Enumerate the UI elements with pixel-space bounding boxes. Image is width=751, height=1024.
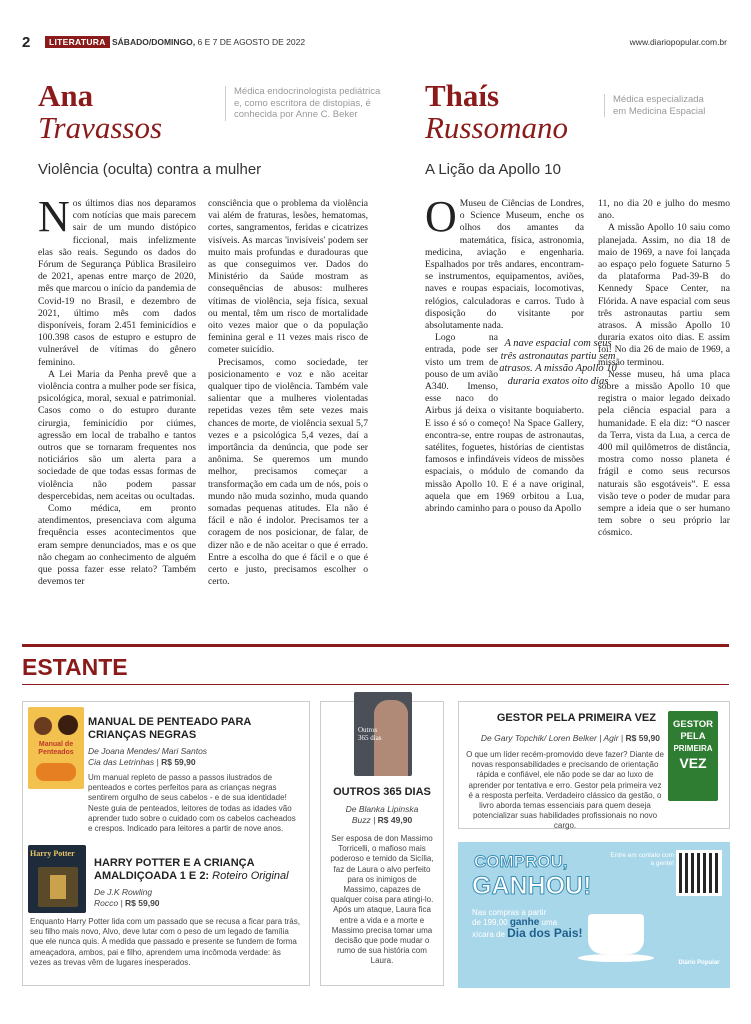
book-cover-penteado: Manual de Penteados xyxy=(28,707,84,789)
book-authors: De Blanka Lipinska xyxy=(345,804,419,814)
article-col-1: Nos últimos dias nos deparamos com notícias que mais parecem sair de um mundo distópico ficcional, mais infelizmente elas são reais. Segundo os dados do Fórum de Segurança Pública Brasileiro de 2021, apenas entre março de 2020, mês que marcou o início da pandemia de Covid-19 no Brasil, e dezembro de 2021, último mês com dados disponíveis, foram 2.451 feminicídios e 100.398 casos de estupro e estupro de vulnerável de vítimas do gênero feminino. A Lei Maria da Penha prevê que a violência contra a mulher pode ser física, psicológica, moral, sexual e patrimonial. Casos como o do estupro durante cirurgia, feminicídio por ciúmes, agressão em local de trabalho e tantos outros que se tornaram frequentes nos noticiários são um alerta para a sociedade de que todas essas formas de violência não podem passar despercebidas, nem aceitas ou ocultadas. Como médica, em pronto atendimentos, presenciava com alguma frequência esses acontecimentos que eram sempre denunciados, mas e os que não chegam ao conhecimento de alguém que possa fazer esse relato? Também devemos ter xyxy=(38,192,196,588)
book-description: Um manual repleto de passo a passos ilustrados de penteados e cortes perfeitos para as crianças negras sentirem orgulho de seus cabelos - e de sua identidade! Neste guia de penteados, leitores de todas as idades vão aprender tudo sobre o cuidado com os cabelos cacheados e crespos. Indicado para leitores a partir de nove anos. xyxy=(88,773,296,834)
book-title: HARRY POTTER E A CRIANÇA AMALDIÇOADA 1 E 2: Roteiro Original xyxy=(94,857,289,882)
book-description: O que um líder recém-promovido deve fazer? Diante de novas responsabilidades e precisando de orientação rápida e confiável, ele não pode se dar ao luxo de aprender por tentativa e erro. Gestor pela primeira vez é a resposta perfeita. Verdadeiro clássico da gestão, o livro aborda temas essenciais para quem deseja potencializar suas habilidades profissionais no novo cargo. xyxy=(466,750,664,831)
book-publisher-price: Cia das Letrinhas | R$ 59,90 xyxy=(88,757,196,767)
promo-ad[interactable]: COMPROU, GANHOU! Nas compras a partir de 199,00 ganhe uma xícara de Dia dos Pais! Entre em contato com a gente! Diário Popular xyxy=(458,842,730,988)
book-cover-gestor: GESTOR PELA PRIMEIRA VEZ xyxy=(668,711,718,801)
section-heading: ESTANTE xyxy=(22,654,128,680)
article-title: A Lição da Apollo 10 xyxy=(425,161,561,178)
author-first-name: Thaís xyxy=(425,78,500,113)
page-number: 2 xyxy=(22,34,31,51)
dropcap: O xyxy=(425,192,457,241)
book-title: MANUAL DE PENTEADO PARA CRIANÇAS NEGRAS xyxy=(88,716,251,741)
section-tag: LITERATURA xyxy=(45,36,110,48)
author-header-right xyxy=(425,80,568,144)
author-last-name: Travassos xyxy=(38,110,163,145)
section-divider xyxy=(22,644,729,647)
author-bio: Médica endocrinologista pediátrica e, como escritora de distopias, é conhecida por Anne C. Beker xyxy=(225,86,385,121)
site-url[interactable]: www.diariopopular.com.br xyxy=(629,37,727,47)
author-first-name: Ana xyxy=(38,78,94,113)
pull-quote: A nave espacial com seus três astronautas partiu sem atrasos. A missão Apollo 10 duraria exatos oito dias xyxy=(499,338,617,387)
dropcap: N xyxy=(38,192,70,241)
article-col-1: O Museu de Ciências de Londres, o Science Museum, enche os olhos dos amantes da matemática, física, astronomia, medicina, aviação e engenharia. Espalhados por três andares, encontram-se instrumentos, equipamentos, aviões, naves e roupas espaciais, locomotivas, relógios, calculadoras e carros. Tudo à disposição do visitante por absolutamente nada. A nave espacial com seus três astronautas partiu sem atrasos. A missão Apollo 10 duraria exatos oito dias Logo na entrada, pode ser visto um trem de pouso de um avião A340. Imenso, esse naco do Airbus já deixa o visitante boquiaberto. E isso é só o começo! Na Space Gallery, encontra-se, entre roupas de astronautas, satélites, foguetes, histórias de cientistas famosos e infindáveis vídeos de missões espaciais, o módulo de comando da missão Apollo 10. E é a nave original, aquela que em 1969 orbitou a Lua, abrindo caminho para o pouso da Apollo xyxy=(425,192,617,515)
book-publisher-price: Buzz | R$ 49,90 xyxy=(351,815,413,825)
book-authors: De Joana Mendes/ Mari Santos xyxy=(88,746,208,756)
book-description: Enquanto Harry Potter lida com um passado que se recusa a ficar para trás, seu filho mais novo, Alvo, deve lutar com o peso de um legado de família que ele nunca quis. À medida que passado e presente se fundem de forma ameaçadora, ambos, pai e filho, aprendem uma incômoda verdade: às vezes as trevas vêm de lugares inesperados. xyxy=(30,917,300,967)
page-date: SÁBADO/DOMINGO, 6 E 7 DE AGOSTO DE 2022 xyxy=(112,37,306,47)
qr-code-icon[interactable] xyxy=(676,850,722,896)
ad-copy: Nas compras a partir de 199,00 ganhe uma xícara de Dia dos Pais! xyxy=(472,908,583,940)
book-publisher-price: Rocco | R$ 59,90 xyxy=(94,898,160,908)
article-col-2: consciência que o problema da violência vai além de fraturas, lesões, hematomas, cortes, sangramentos, feridas e cicatrizes visíveis. As marcas 'invisíveis' podem ser muito mais profundas e duradouras que as que conseguimos ver. Dados do Ministério da Saúde mostram as consequências de abusos: mulheres vítimas de violência, seja física, sexual ou mental, têm um risco de mortalidade oito vezes maior que o da população feminina geral e 11 vezes mais risco de cometer suicídio. Precisamos, como sociedade, ter posicionamento e voz e não aceitar qualquer tipo de violência. Também vale salientar que a mulheres violentadas repetidas vezes têm sete vezes mais chances de morte, de violência sexual 5,7 vezes e a psicológica 5,4 vezes, daí a importância da denúncia, que pode ser anônima. Se queremos um mundo melhor, precisamos começar a transformação em cada um de nós, pois o mundo não muda sozinho, muda quando somadas pequenas atitudes. Ela não é fácil e não é indolor. Precisamos ter a coragem de nos posicionar, de falar, de dizer não e de não aceitar o que é errado. Entre a escolha do que é fácil e o que é certo e justo, precisamos escolher o certo. xyxy=(208,198,368,588)
article-title: Violência (oculta) contra a mulher xyxy=(38,161,262,178)
saucer-icon xyxy=(578,954,654,962)
author-last-name: Russomano xyxy=(425,110,568,145)
book-title: GESTOR PELA PRIMEIRA VEZ xyxy=(496,712,656,724)
book-meta: De Gary Topchik/ Loren Belker | Agir | R$ 59,90 xyxy=(480,733,660,743)
book-cover-harry-potter: Harry Potter xyxy=(28,845,86,913)
book-cover-outros-365: Outros 365 dias xyxy=(354,692,412,776)
book-title: OUTROS 365 DIAS xyxy=(333,786,431,798)
mug-icon xyxy=(588,914,644,954)
author-bio: Médica especializada em Medicina Espacial xyxy=(604,94,714,117)
book-authors: De J.K Rowling xyxy=(94,887,153,897)
book-description: Ser esposa de don Massimo Torricelli, o mafioso mais poderoso e temido da Sicília, faz de Laura o alvo perfeito para os inimigos de Massimo, capazes de qualquer coisa para atingi-lo. Após um ataque, Laura fica entre a vida e a morte e Massimo precisa tomar uma decisão que pode mudar o rumo de sua história com Laura. xyxy=(330,834,434,966)
section-rule xyxy=(22,684,729,685)
author-header-left xyxy=(38,80,162,144)
article-col-2: 11, no dia 20 e julho do mesmo ano. A missão Apollo 10 saiu como planejada. Assim, no dia 18 de maio de 1969, a nave foi lançada ao espaço pelo foguete Saturno 5 da plataforma Pad-39-B do Kennedy Space Center, na Flórida. A nave espacial com seus três astronautas partiu sem atrasos. A missão Apollo 10 duraria exatos oito dias. E assim foi! No dia 26 de maio de 1969, a missão terminou. Nesse museu, há uma placa sobre a missão Apollo 10 que registra o maior legado deixado pela ciência espacial para a humanidade. E ela diz: “O nascer da Terra, vista da Lua, a cerca de 400 mil quilômetros de distância, mostra como nosso planeta é frágil e como seus recursos naturais são esgotáveis”. E essa visão teve o poder de mudar para sempre a ideia que o ser humano tem sobre o seu próprio lar cósmico. xyxy=(598,198,730,539)
